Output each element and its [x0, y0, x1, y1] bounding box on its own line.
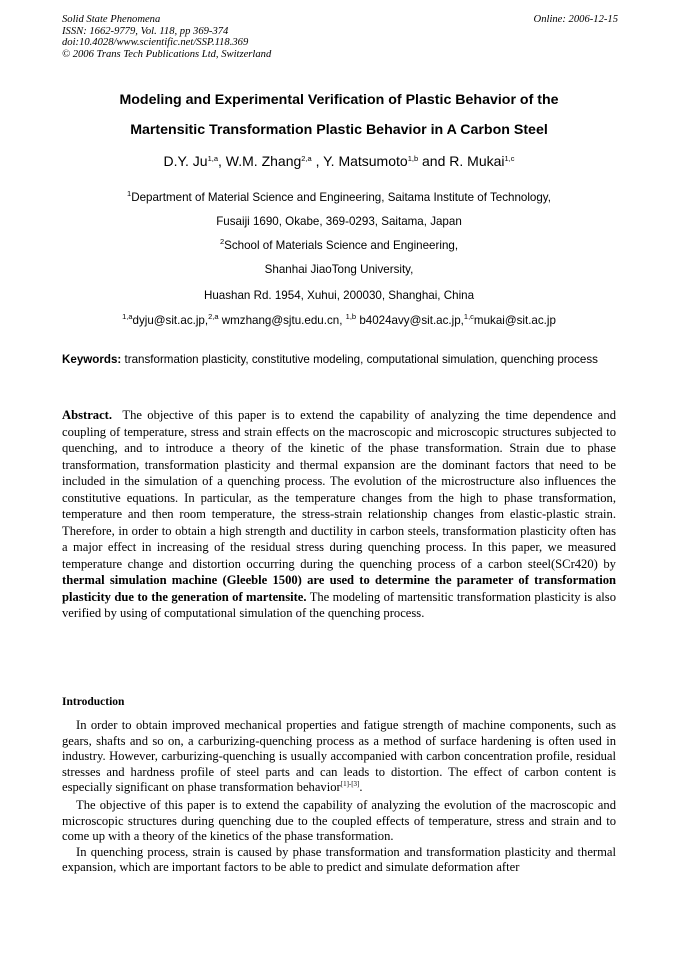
email-link[interactable]: dyju@sit.ac.jp,	[132, 314, 209, 327]
abstract-tail-text: The modeling of martensitic transformation plasticity is also verified by using of computational simulation of the quenching process.	[62, 589, 616, 620]
author-separator: and	[418, 153, 450, 169]
author-superscript: 1,c	[504, 154, 515, 163]
paragraph: In quenching process, strain is caused by phase transformation and transformation plasticity and thermal expansion, which are important factors to be able to predict and simulate deformation after	[62, 844, 616, 875]
paragraph: The objective of this paper is to extend the capability of analyzing the evolution of the macroscopic and microscopic structures during quenching due to the coupled effects of temperature, stress and strain and to come up with a theory of the kinetics of the phase transformation.	[62, 797, 616, 844]
paper-title-line-1: Modeling and Experimental Verification of Plastic Behavior of the	[119, 92, 559, 108]
online-date: Online: 2006-12-15	[533, 14, 618, 25]
keywords	[62, 350, 618, 369]
issn: ISSN: 1662-9779, Vol. 118, pp 369-374	[62, 25, 229, 37]
introduction-body	[62, 718, 616, 876]
citation-ref[interactable]: [1]-[3]	[340, 780, 360, 789]
abstract	[62, 407, 620, 622]
author-name: Y. Matsumoto	[323, 153, 408, 169]
email-link[interactable]: wmzhang@sjtu.edu.cn,	[218, 314, 346, 327]
abstract-bold-text: thermal simulation machine (Gleeble 1500) are used to determine the parameter of transformation plasticity due to the generation of martensite.	[62, 573, 616, 604]
author-separator: ,	[311, 153, 324, 169]
section-heading-introduction: Introduction	[62, 696, 125, 708]
author-separator: ,	[218, 153, 226, 169]
paper-title-line-2: Martensitic Transformation Plastic Behavior in A Carbon Steel	[130, 122, 548, 138]
author-name: W.M. Zhang	[225, 153, 302, 169]
author-superscript: 2,a	[301, 154, 312, 163]
author-superscript: 1,a	[207, 154, 219, 163]
affiliation-line-3: $^2$School of Materials Science and Engineering,	[219, 237, 459, 252]
affiliation-superscript: 2	[219, 237, 225, 246]
affiliation-line-4: Shanhai JiaoTong University,	[264, 263, 414, 276]
email-superscript: 2,a	[208, 312, 219, 321]
email-superscript: 1,b	[345, 312, 357, 321]
affiliation-line-5: Huashan Rd. 1954, Xuhui, 200030, Shanghai, China	[203, 289, 475, 302]
journal-name: Solid State Phenomena	[62, 14, 161, 25]
keywords-label: Keywords:	[62, 353, 122, 366]
author-emails	[40, 314, 638, 327]
author-name: D.Y. Ju	[163, 153, 208, 169]
keywords-text: transformation plasticity, constitutive modeling, computational simulation, quenching process	[121, 353, 598, 366]
abstract-text: The objective of this paper is to extend the capability of analyzing the time dependence and coupling of temperature, stress and strain effects on the macroscopic and microscopic structures subjected to quenching, and to introduce a theory of the kinetic of the phase transformation. Strain due to phase transformation, transformation plasticity and thermal expansion are the dominant factors that need to be included in the simulation of a quenching process. The evolution of the microstructure also influences the constitutive equations. In particular, as the temperature changes from the high to phase transformation, temperature and then room temperature, the stress-strain relationship changes from elastic-plastic strain. Therefore, in order to obtain a high strength and ductility in carbon steels, transformation plasticity often has a major effect in increasing of the residual stress during quenching process. In this paper, we measured temperature change and distortion occurring during the quenching process of a carbon steel(SCr420) by	[62, 408, 620, 571]
email-superscript: 1,a	[122, 312, 133, 321]
authors	[40, 153, 638, 169]
page-header	[62, 14, 618, 60]
affiliation-line-2: Fusaiji 1690, Okabe, 369-0293, Saitama, Japan	[216, 215, 462, 228]
paragraph: In order to obtain improved mechanical properties and fatigue strength of machine components, such as gears, shafts and so on, a carburizing-quenching process as a method of surface hardening is often used in industry. However, carburizing-quenching is usually accompanied with carbon concentration profile, residual stresses and hardness profile of steel parts and can leads to distortion. The effect of carbon content is especially significant on phase transformation behavior[1]-[3].	[62, 718, 616, 795]
author-name: R. Mukai	[449, 153, 505, 169]
doi: doi:10.4028/www.scientific.net/SSP.118.369	[62, 37, 249, 49]
email-link[interactable]: b4024avy@sit.ac.jp,	[356, 314, 464, 327]
author-superscript: 1,b	[407, 154, 419, 163]
affiliation-superscript: 1	[127, 189, 132, 198]
email-link[interactable]: mukai@sit.ac.jp	[473, 314, 556, 327]
abstract-label: Abstract.	[62, 408, 113, 422]
affiliation-line-1: $^1$Department of Material Science and Engineering, Saitama Institute of Technology,	[127, 189, 551, 204]
email-superscript: 1,c	[463, 312, 474, 321]
copyright: © 2006 Trans Tech Publications Ltd, Switzerland	[62, 48, 272, 60]
